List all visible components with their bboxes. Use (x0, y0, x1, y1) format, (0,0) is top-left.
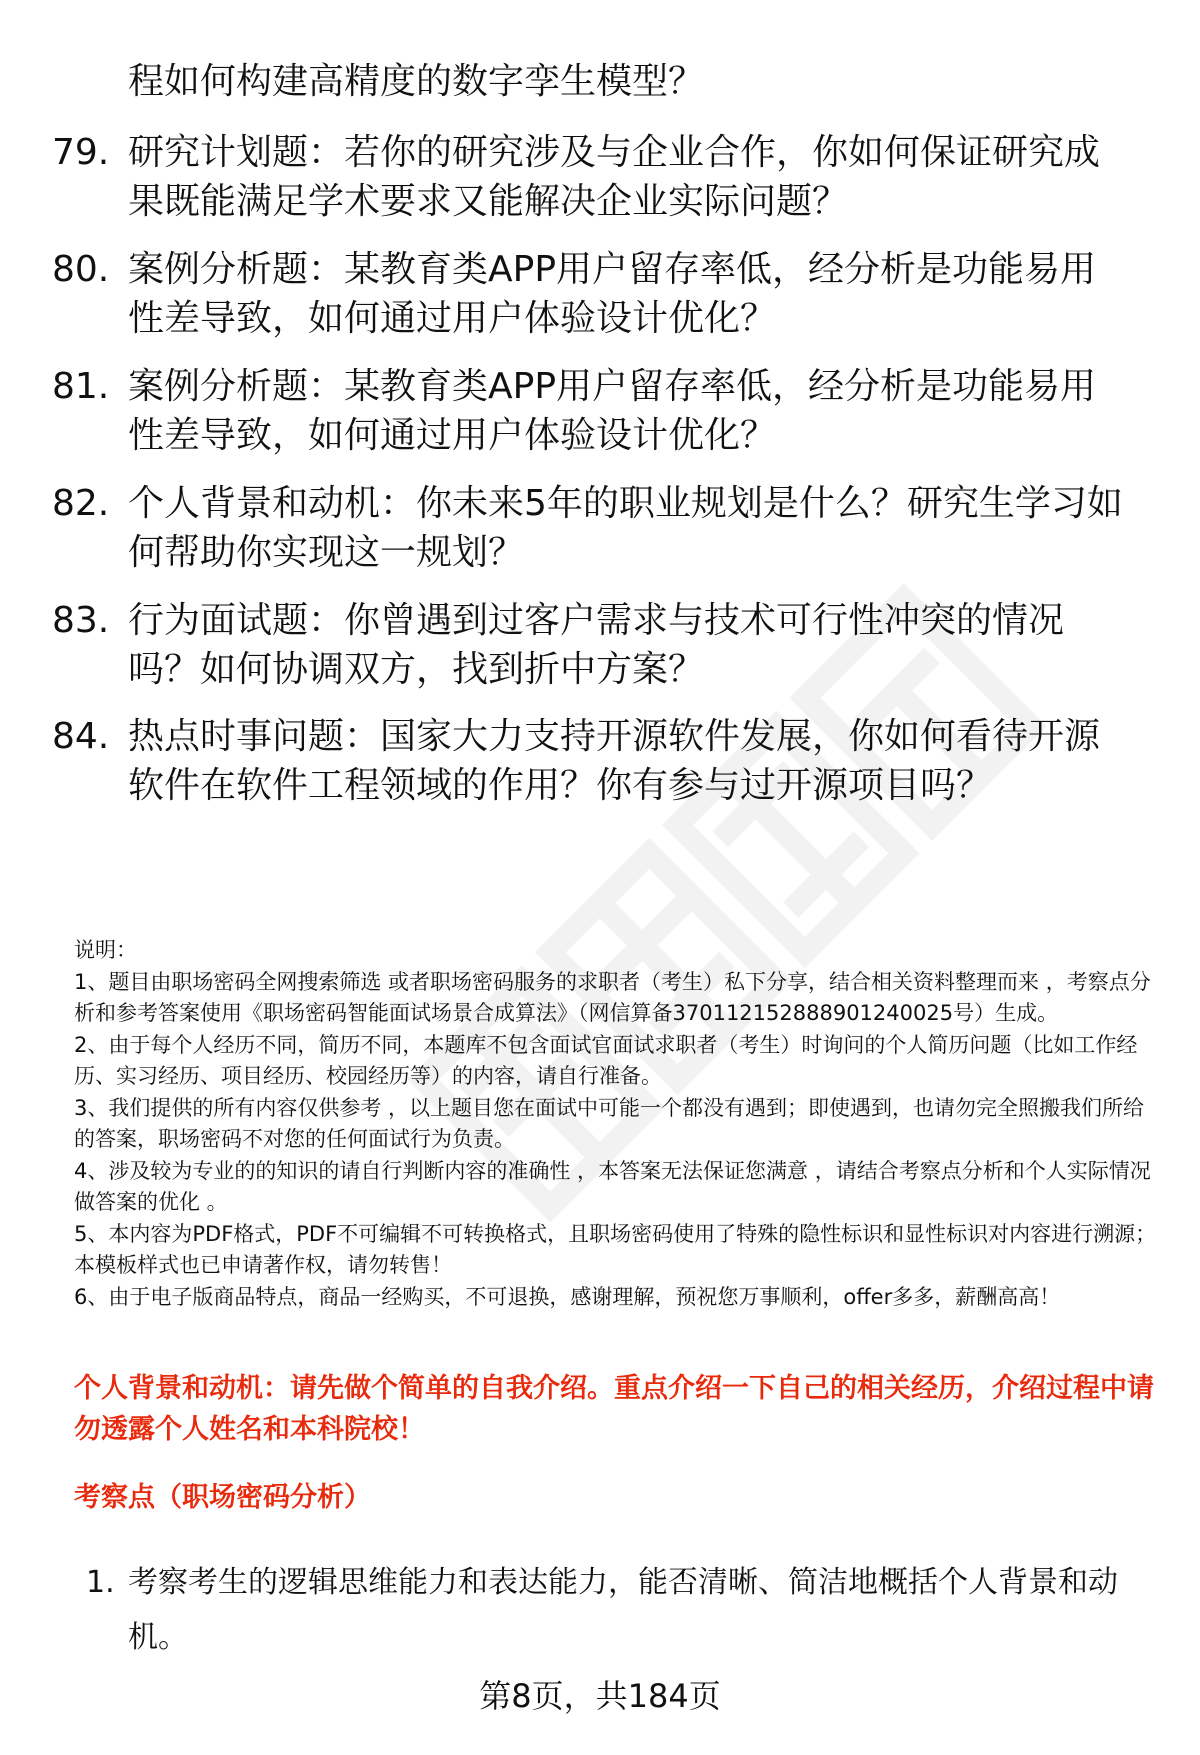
question-number: 81. (52, 366, 110, 407)
analysis-point (86, 1555, 1166, 1665)
notes-section (74, 935, 1164, 1313)
question-item (52, 362, 1152, 460)
question-item (52, 596, 1152, 694)
notes-item: 5、本内容为PDF格式，PDF不可编辑不可转换格式，且职场密码使用了特殊的隐性标识和显性标识对内容进行溯源；本模板样式也已申请著作权，请勿转售！ (74, 1221, 1157, 1277)
question-item (52, 128, 1152, 226)
notes-heading: 说明： (74, 938, 137, 962)
notes-item: 4、涉及较为专业的的知识的请自行判断内容的准确性 ，本答案无法保证您满意 ，请结合考察点分析和个人实际情况做答案的优化 。 (74, 1158, 1151, 1214)
featured-question: 个人背景和动机：请先做个简单的自我介绍。重点介绍一下自己的相关经历，介绍过程中请勿透露个人姓名和本科院校！ (74, 1373, 1154, 1445)
question-number: 82. (52, 483, 110, 524)
question-number: 79. (52, 132, 110, 173)
question-item (52, 712, 1152, 810)
question-text: 研究计划题：若你的研究涉及与企业合作，你如何保证研究成果既能满足学术要求又能解决企业实际问题？ (128, 132, 1101, 222)
question-item (52, 245, 1152, 343)
analysis-point-number: 1. (86, 1565, 115, 1600)
analysis-point-text: 考察考生的逻辑思维能力和表达能力，能否清晰、简洁地概括个人背景和动机。 (128, 1565, 1118, 1655)
question-text: 个人背景和动机：你未来5年的职业规划是什么？研究生学习如何帮助你实现这一规划？ (128, 483, 1123, 573)
question-text: 热点时事问题：国家大力支持开源软件发展，你如何看待开源软件在软件工程领域的作用？你有参与过开源项目吗？ (128, 716, 1101, 806)
page-footer: 第8页，共184页 (479, 1677, 721, 1715)
question-continuation: 程如何构建高精度的数字孪生模型？ (128, 61, 705, 102)
analysis-heading: 考察点（职场密码分析） (74, 1482, 371, 1513)
question-number: 80. (52, 249, 110, 290)
question-number: 84. (52, 716, 110, 757)
question-number: 83. (52, 600, 110, 641)
notes-item: 2、由于每个人经历不同，简历不同，本题库不包含面试官面试求职者（考生）时询问的个人简历问题（比如工作经历、实习经历、项目经历、校园经历等）的内容，请自行准备。 (74, 1032, 1138, 1088)
notes-item: 6、由于电子版商品特点，商品一经购买，不可退换，感谢理解，预祝您万事顺利，offer多多，薪酬高高！ (74, 1284, 1061, 1309)
notes-item: 1、题目由职场密码全网搜索筛选 或者职场密码服务的求职者（考生）私下分享，结合相关资料整理而来 ，考察点分析和参考答案使用《职场密码智能面试场景合成算法》（网信算备370112152888901240025号）生成。 (74, 969, 1151, 1025)
question-item (52, 479, 1152, 577)
question-text: 案例分析题：某教育类APP用户留存率低，经分析是功能易用性差导致，如何通过用户体验设计优化？ (128, 249, 1097, 339)
question-text: 行为面试题：你曾遇到过客户需求与技术可行性冲突的情况吗？如何协调双方，找到折中方案？ (128, 600, 1065, 690)
question-text: 案例分析题：某教育类APP用户留存率低，经分析是功能易用性差导致，如何通过用户体验设计优化？ (128, 366, 1097, 456)
notes-item: 3、我们提供的所有内容仅供参考 ，以上题目您在面试中可能一个都没有遇到；即使遇到，也请勿完全照搬我们所给的答案，职场密码不对您的任何面试行为负责。 (74, 1095, 1145, 1151)
